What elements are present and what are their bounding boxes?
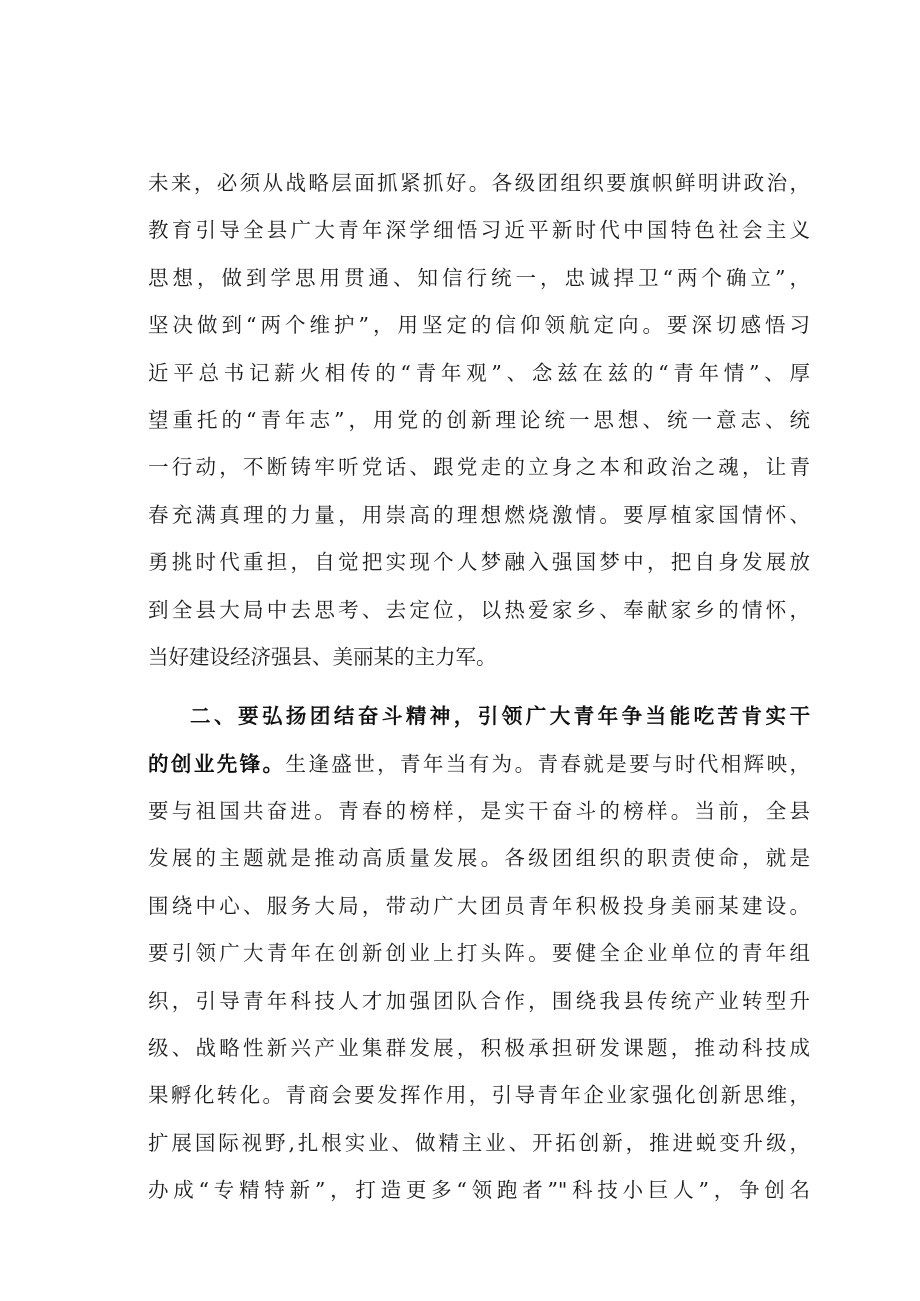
paragraph-2-text: 生逢盛世，青年当有为。青春就是要与时代相辉映， xyxy=(285,751,810,776)
paragraph-1-line: 春充满真理的力量，用崇高的理想燃烧激情。要厚植家国情怀、 xyxy=(148,502,810,527)
section-heading-line xyxy=(148,693,810,740)
paragraph-2-line: 发展的主题就是推动高质量发展。各级团组织的职责使命，就是 xyxy=(148,846,810,871)
paragraph-2-line: 办成“专精特新”，打造更多“领跑者”"科技小巨人”，争创名 xyxy=(148,1178,810,1203)
paragraph-1-line: 近平总书记薪火相传的“青年观”、念兹在兹的“青年情”、厚 xyxy=(148,360,810,385)
paragraph-2-line: 扩展国际视野,扎根实业、做精主业、开拓创新，推进蜕变升级， xyxy=(148,1130,810,1155)
paragraph-1-line: 思想，做到学思用贯通、知信行统一，忠诚捍卫“两个确立”， xyxy=(148,265,810,290)
paragraph-1-line: 勇挑时代重担，自觉把实现个人梦融入强国梦中，把自身发展放 xyxy=(148,550,810,575)
paragraph-2-line: 织，引导青年科技人才加强团队合作，围绕我县传统产业转型升 xyxy=(148,988,810,1013)
section-heading-continued: 的创业先锋。 xyxy=(148,751,286,776)
paragraph-1-last-line: 当好建设经济强县、美丽某的主力军。 xyxy=(148,644,497,669)
paragraph-1-line: 望重托的“青年志”，用党的创新理论统一思想、统一意志、统 xyxy=(148,407,810,432)
section-heading: 二、要弘扬团结奋斗精神，引领广大青年争当能吃苦肯实干 xyxy=(190,704,810,729)
paragraph-2-line xyxy=(148,741,810,788)
paragraph-1-line: 坚决做到“两个维护”，用坚定的信仰领航定向。要深切感悟习 xyxy=(148,313,810,338)
paragraph-spacing xyxy=(148,681,810,693)
paragraph-2-line: 围绕中心、服务大局，带动广大团员青年积极投身美丽某建设。 xyxy=(148,893,810,918)
paragraph-1-line: 一行动，不断铸牢听党话、跟党走的立身之本和政治之魂，让青 xyxy=(148,455,810,480)
paragraph-2-line: 果孵化转化。青商会要发挥作用，引导青年企业家强化创新思维， xyxy=(148,1083,810,1108)
paragraph-1-line: 教育引导全县广大青年深学细悟习近平新时代中国特色社会主义 xyxy=(148,218,810,243)
paragraph-2-line: 要引领广大青年在创新创业上打头阵。要健全企业单位的青年组 xyxy=(148,941,810,966)
document-body xyxy=(148,160,810,1215)
paragraph-2-line: 级、战略性新兴产业集群发展，积极承担研发课题，推动科技成 xyxy=(148,1036,810,1061)
paragraph-1-line: 未来，必须从战略层面抓紧抓好。各级团组织要旗帜鲜明讲政治， xyxy=(148,171,810,195)
paragraph-1-line: 到全县大局中去思考、去定位，以热爱家乡、奉献家乡的情怀， xyxy=(148,597,810,622)
paragraph-2-line: 要与祖国共奋进。青春的榜样，是实干奋斗的榜样。当前，全县 xyxy=(148,799,810,824)
